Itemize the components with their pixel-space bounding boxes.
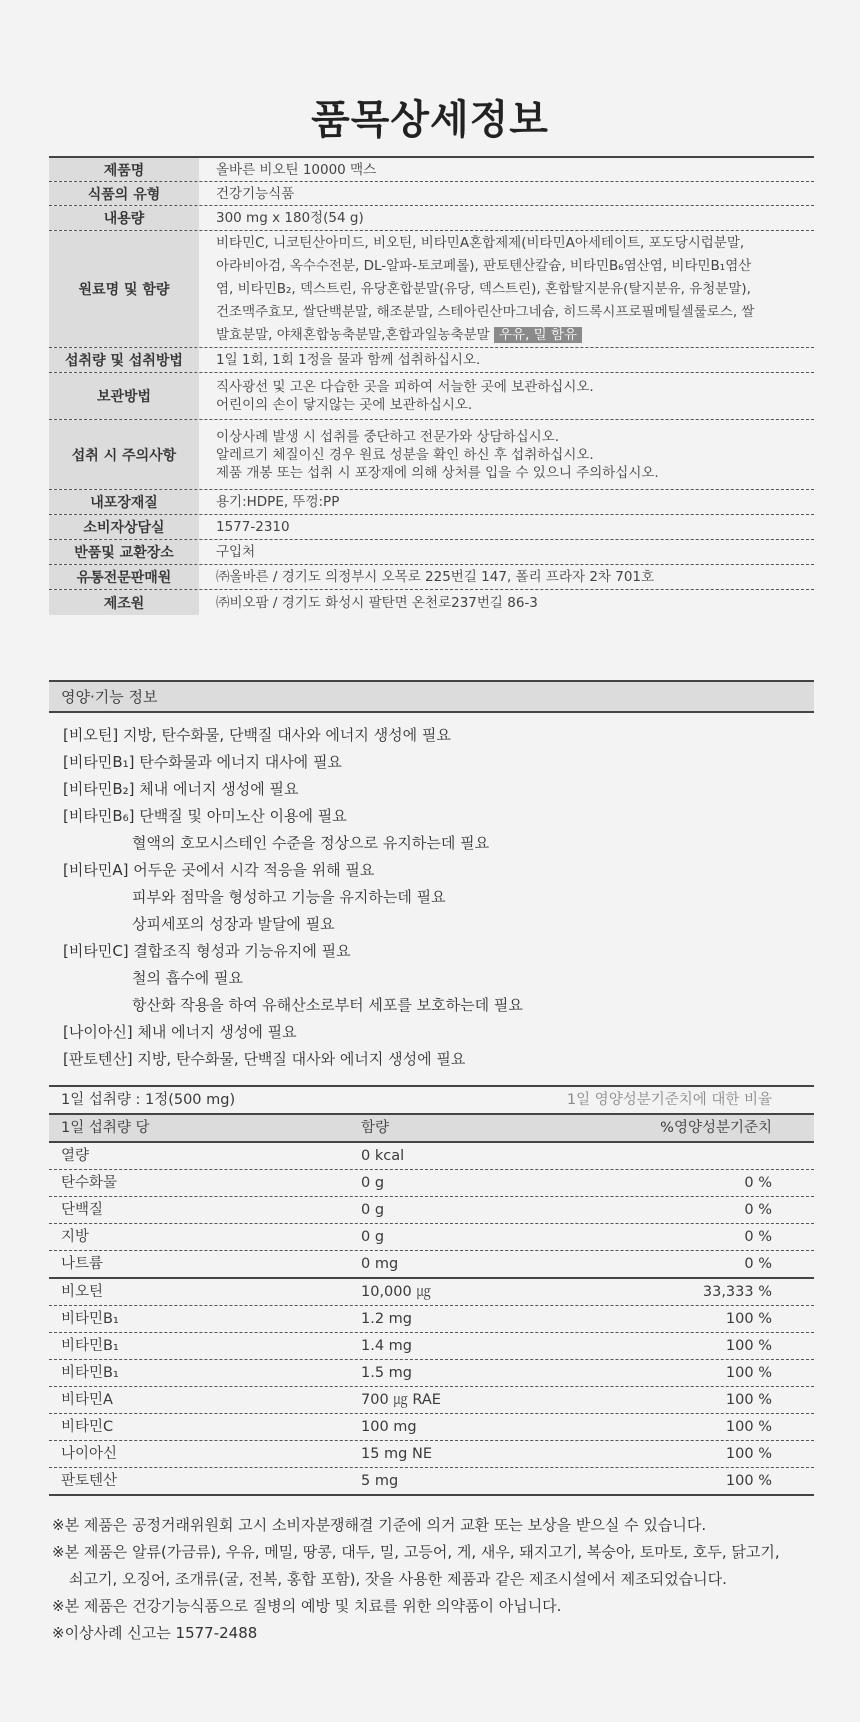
function-info-list xyxy=(63,722,803,1073)
spec-value-line: 직사광선 및 고온 다습한 곳을 피하여 서늘한 곳에 보관하십시오. xyxy=(216,379,594,395)
nutrient-name: 탄수화물 xyxy=(61,1175,118,1191)
spec-label: 섭취량 및 섭취방법 xyxy=(49,348,199,372)
nutrient-amount: 0 g xyxy=(361,1229,385,1245)
col-header-amount: 함량 xyxy=(361,1120,390,1136)
spec-label: 원료명 및 함량 xyxy=(49,231,199,347)
ratio-label: 1일 영양성분기준치에 대한 비율 xyxy=(566,1092,772,1108)
nutrient-name: 비타민B₁ xyxy=(61,1365,119,1381)
nutrient-pct xyxy=(651,1143,814,1169)
notice-list xyxy=(52,1512,842,1647)
spec-value-line: 건강기능식품 xyxy=(216,185,295,202)
function-line: 혈액의 호모시스테인 수준을 정상으로 유지하는데 필요 xyxy=(132,834,490,852)
notice-line: 쇠고기, 오징어, 조개류(굴, 전복, 홍합 포함), 잣을 사용한 제품과 같은 제조시설에서 제조되었습니다. xyxy=(69,1570,727,1588)
notice-line: ※본 제품은 건강기능식품으로 질병의 예방 및 치료를 위한 의약품이 아닙니다. xyxy=(52,1597,562,1615)
spec-value-line: 건조맥주효모, 쌀단백분말, 해조분말, 스테아린산마그네슘, 히드록시프로필메틸셀룰로스, 쌀 xyxy=(216,303,755,320)
nutrient-name: 비타민C xyxy=(61,1419,114,1435)
nutrient-amount: 1.2 mg xyxy=(361,1311,412,1327)
nutrient-amount: 5 mg xyxy=(361,1473,399,1489)
spec-row xyxy=(49,515,814,540)
nutrient-pct: 100 % xyxy=(725,1392,772,1408)
nutrient-pct: 33,333 % xyxy=(702,1284,772,1300)
spec-value-line: 1일 1회, 1회 1정을 물과 함께 섭취하십시오. xyxy=(216,352,481,368)
nutrient-pct: 0 % xyxy=(744,1202,772,1218)
function-line: 항산화 작용을 하여 유해산소로부터 세포를 보호하는데 필요 xyxy=(132,996,523,1014)
nutrient-amount: 15 mg NE xyxy=(361,1446,433,1462)
spec-value-line: 이상사례 발생 시 섭취를 중단하고 전문가와 상담하십시오. xyxy=(216,428,560,445)
spec-label: 섭취 시 주의사항 xyxy=(49,420,199,489)
nutrition-row xyxy=(49,1197,814,1224)
nutrient-name: 비오틴 xyxy=(61,1284,104,1300)
function-line: 피부와 점막을 형성하고 기능을 유지하는데 필요 xyxy=(132,888,446,906)
spec-value-line: 구입처 xyxy=(216,544,256,560)
spec-value-line: 어린이의 손이 닿지않는 곳에 보관하십시오. xyxy=(216,397,473,413)
spec-value-line: 제품 개봉 또는 섭취 시 포장재에 의해 상처를 입을 수 있으니 주의하십시오. xyxy=(216,464,659,481)
page-title: 품목상세정보 xyxy=(311,97,549,143)
nutrient-pct: 100 % xyxy=(725,1311,772,1327)
nutrient-amount: 0 g xyxy=(361,1175,385,1191)
spec-value-text: 발효분말, 야채혼합농축분말,혼합과일농축분말 xyxy=(216,326,490,343)
spec-row xyxy=(49,182,814,206)
serving-size: 1일 섭취량 : 1정(500 mg) xyxy=(61,1092,236,1108)
function-line: [비타민B₆] 단백질 및 아미노산 이용에 필요 xyxy=(63,807,347,825)
nutrient-pct: 0 % xyxy=(744,1256,772,1272)
spec-value-line xyxy=(216,324,814,347)
nutrition-row xyxy=(49,1387,814,1414)
nutrient-pct: 100 % xyxy=(725,1473,772,1489)
nutrition-rows xyxy=(49,1143,814,1496)
spec-value-line: 용기:HDPE, 뚜껑:PP xyxy=(216,494,340,510)
spec-label: 내포장재질 xyxy=(49,490,199,514)
allergen-highlight: 우유, 밀 함유 xyxy=(494,327,582,343)
function-line: [비타민B₂] 체내 에너지 생성에 필요 xyxy=(63,780,299,798)
nutrient-pct: 100 % xyxy=(725,1446,772,1462)
spec-row xyxy=(49,490,814,515)
spec-label: 내용량 xyxy=(49,206,199,230)
spec-row xyxy=(49,373,814,420)
spec-value-line: 아라비아검, 옥수수전분, DL-알파-토코페롤), 판토텐산칼슘, 비타민B₆염산염, 비타민B₁염산 xyxy=(216,257,752,274)
nutrition-row xyxy=(49,1306,814,1333)
spec-row xyxy=(49,590,814,615)
function-line: [비오틴] 지방, 탄수화물, 단백질 대사와 에너지 생성에 필요 xyxy=(63,726,451,744)
product-spec-table xyxy=(49,156,814,615)
spec-value xyxy=(199,206,814,230)
nutrient-name: 비타민B₁ xyxy=(61,1311,119,1327)
spec-row xyxy=(49,158,814,182)
spec-value-line: 염, 비타민B₂, 덱스트린, 유당혼합분말(유당, 덱스트린), 혼합탈지분유(탈지분유, 유청분말), xyxy=(216,280,751,297)
notice-line: ※본 제품은 알류(가금류), 우유, 메밀, 땅콩, 대두, 밀, 고등어, 게, 새우, 돼지고기, 복숭아, 토마토, 호두, 닭고기, xyxy=(52,1543,780,1561)
spec-label: 식품의 유형 xyxy=(49,182,199,205)
notice-line: ※본 제품은 공정거래위원회 고시 소비자분쟁해결 기준에 의거 교환 또는 보상을 받으실 수 있습니다. xyxy=(52,1516,707,1534)
spec-value xyxy=(199,348,814,372)
spec-label: 제조원 xyxy=(49,590,199,615)
spec-value xyxy=(199,590,814,615)
nutrient-name: 나이아신 xyxy=(61,1446,118,1462)
nutrition-table xyxy=(49,1085,814,1496)
spec-value xyxy=(199,231,814,347)
nutrient-pct: 100 % xyxy=(725,1338,772,1354)
spec-label: 제품명 xyxy=(49,158,199,181)
spec-value-line: ㈜비오팜 / 경기도 화성시 팔탄면 온천로237번길 86-3 xyxy=(216,594,538,611)
function-line: [판토텐산] 지방, 탄수화물, 단백질 대사와 에너지 생성에 필요 xyxy=(63,1050,466,1068)
nutrient-name: 비타민A xyxy=(61,1392,113,1408)
spec-value-line: 비타민C, 니코틴산아미드, 비오틴, 비타민A혼합제제(비타민A아세테이트, 포도당시럽분말, xyxy=(216,234,745,251)
spec-value xyxy=(199,540,814,564)
spec-value xyxy=(199,565,814,589)
spec-row xyxy=(49,540,814,565)
function-line: [비타민B₁] 탄수화물과 에너지 대사에 필요 xyxy=(63,753,342,771)
function-line: [나이아신] 체내 에너지 생성에 필요 xyxy=(63,1023,297,1041)
function-line: [비타민C] 결합조직 형성과 기능유지에 필요 xyxy=(63,942,351,960)
nutrition-header-row xyxy=(49,1113,814,1143)
nutrition-row xyxy=(49,1279,814,1306)
nutrient-pct: 0 % xyxy=(744,1175,772,1191)
spec-row xyxy=(49,420,814,490)
nutrient-amount: 10,000 ㎍ xyxy=(361,1284,431,1300)
nutrient-pct: 0 % xyxy=(744,1229,772,1245)
nutrition-row xyxy=(49,1143,814,1170)
nutrient-name: 비타민B₁ xyxy=(61,1338,119,1354)
nutrient-pct: 100 % xyxy=(725,1419,772,1435)
nutrient-amount: 100 mg xyxy=(361,1419,417,1435)
nutrient-amount: 1.5 mg xyxy=(361,1365,412,1381)
spec-value-line: 300 mg x 180정(54 g) xyxy=(216,210,364,226)
col-header-per-serving: 1일 섭취량 당 xyxy=(61,1120,150,1136)
spec-value xyxy=(199,182,814,205)
nutrient-name: 열량 xyxy=(61,1148,90,1164)
notice-line: ※이상사례 신고는 1577-2488 xyxy=(52,1624,258,1642)
nutrient-name: 지방 xyxy=(61,1229,90,1245)
nutrient-amount: 1.4 mg xyxy=(361,1338,412,1354)
nutrient-amount: 0 mg xyxy=(361,1256,399,1272)
spec-value-line: ㈜올바른 / 경기도 의정부시 오목로 225번길 147, 폴리 프라자 2차 701호 xyxy=(216,569,655,585)
nutrient-name: 나트륨 xyxy=(61,1256,104,1272)
nutrition-serving-row xyxy=(49,1085,814,1113)
spec-label: 반품및 교환장소 xyxy=(49,540,199,564)
nutrient-amount: 700 ㎍ RAE xyxy=(361,1392,441,1408)
nutrition-row xyxy=(49,1224,814,1251)
spec-value xyxy=(199,420,814,489)
col-header-pct: %영양성분기준치 xyxy=(660,1120,772,1136)
nutrient-amount: 0 kcal xyxy=(361,1148,405,1164)
spec-label: 소비자상담실 xyxy=(49,515,199,539)
spec-value xyxy=(199,373,814,419)
spec-value xyxy=(199,515,814,539)
nutrition-row xyxy=(49,1441,814,1468)
nutrition-row xyxy=(49,1360,814,1387)
function-line: [비타민A] 어두운 곳에서 시각 적응을 위해 필요 xyxy=(63,861,375,879)
spec-row xyxy=(49,565,814,590)
spec-value xyxy=(199,158,814,181)
spec-row xyxy=(49,206,814,231)
function-section-header: 영양·기능 정보 xyxy=(49,680,814,713)
nutrition-row xyxy=(49,1170,814,1197)
spec-value-line: 1577-2310 xyxy=(216,519,290,535)
function-line: 철의 흡수에 필요 xyxy=(132,969,243,987)
nutrient-name: 단백질 xyxy=(61,1202,104,1218)
spec-row xyxy=(49,348,814,373)
nutrition-row xyxy=(49,1414,814,1441)
function-line: 상피세포의 성장과 발달에 필요 xyxy=(132,915,335,933)
spec-label: 유통전문판매원 xyxy=(49,565,199,589)
spec-row xyxy=(49,231,814,348)
spec-value xyxy=(199,490,814,514)
nutrient-pct: 100 % xyxy=(725,1365,772,1381)
spec-value-line: 알레르기 체질이신 경우 원료 성분을 확인 하신 후 섭취하십시오. xyxy=(216,446,594,463)
nutrition-row xyxy=(49,1333,814,1360)
spec-label: 보관방법 xyxy=(49,373,199,419)
nutrition-row xyxy=(49,1468,814,1496)
nutrition-row xyxy=(49,1251,814,1279)
nutrient-amount: 0 g xyxy=(361,1202,385,1218)
spec-value-line: 올바른 비오틴 10000 맥스 xyxy=(216,161,377,178)
nutrient-name: 판토텐산 xyxy=(61,1473,118,1489)
